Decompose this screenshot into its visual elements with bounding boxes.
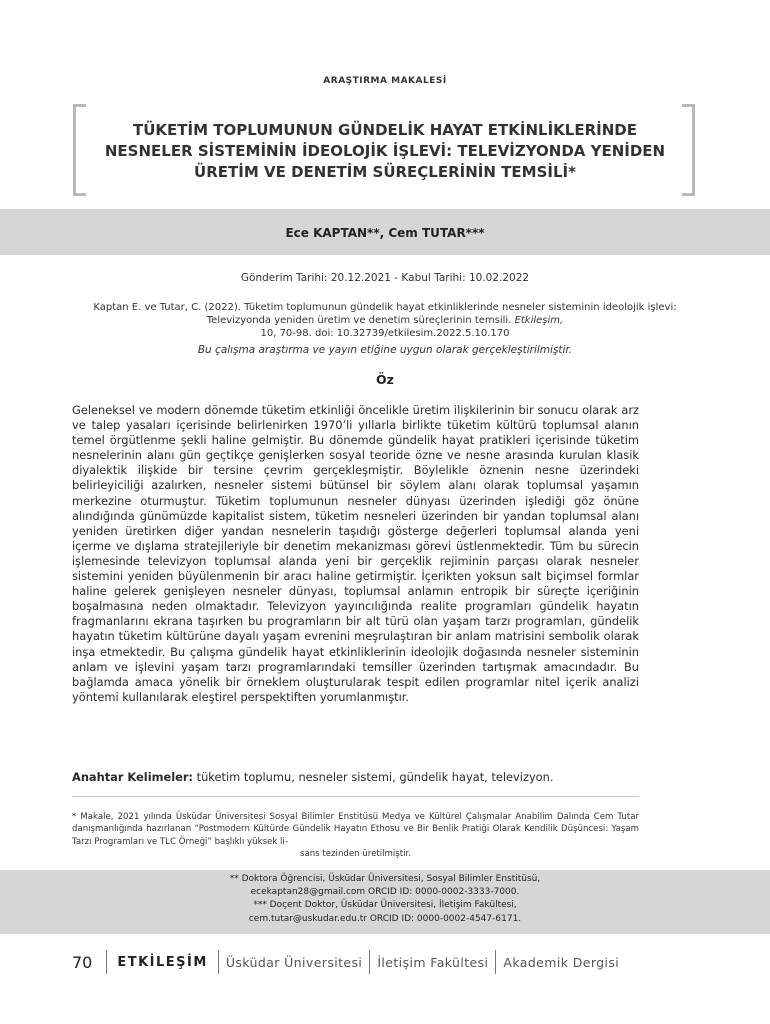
footer-divider bbox=[106, 950, 107, 974]
abstract-body: Geleneksel ve modern dönemde tüketim etkinliği öncelikle üretim ilişkilerinin bir sonucu olarak arz ve talep yasaları içerisinde belirlenirken 1970’li yıllarla birlikte tüketim kültürü toplumsal alanın temel örgütlenme şekli haline gelmiştir. Bu dönemde gündelik hayat pratikleri içerisinde tüketim nesnelerinin alanı gün geçtikçe genişlerken sosyal teoride özne ve nesne arasında kurulan klasik diyalektik ilişkide bir tersine çevrim gerçekleşmiştir. Böylelikle öznenin nesne üzerindeki belirleyiciliği azalırken, nesneler sistemi bütünsel bir söylem alanı olarak toplumsal yaşamın merkezine oturmuştur. Tüketim toplumunun nesneler dünyası üzerinden işlediği göz önüne alındığında günümüzde kapitalist sistem, tüketim nesneleri üzerinden bir yandan toplumsal alanı yeniden üretirken diğer yandan nesnelerin taşıdığı gösterge değerleri toplumsal alanda yeni içerme ve dışlama stratejileriyle bir denetim mekanizması görevi üstlenmektedir. Tüm bu sürecin işlemesinde televizyon toplumsal alanda yeni bir gerçeklik rejiminin parçası olarak nesneler sistemini yeniden büyülenmenin bir aracı haline getirmiştir. İçerikten yoksun salt biçimsel formlar haline gelerek genişleyen nesneler dünyası, toplumsal anlamın entropik bir süreçte içeriğinin boşalmasına neden olmaktadır. Televizyon yayıncılığında realite programları gündelik hayatın fragmanlarını ekrana taşırken bu programların bir alt türü olan yaşam tarzı programları, gündelik hayatın tüketim kültürüne dayalı yaşam evrenini meşrulaştıran bir anlam matrisini sembolik olarak inşa etmektedir. Bu çalışma gündelik hayat etkinliklerinin ideolojik doğasında nesneler sisteminin anlam ve işlevini yaşam tarzı programlarındaki temsiller üzerinden tartışmak amacındadır. Bu bağlamda amaca yönelik bir örneklem oluşturularak tespit edilen programlar nitel içerik analizi yöntemi kullanılarak eleştirel perspektiften yorumlanmıştır. bbox=[72, 403, 639, 704]
keywords-label: Anahtar Kelimeler: bbox=[72, 770, 193, 784]
footer-divider bbox=[218, 950, 219, 974]
title-bracket-left bbox=[73, 104, 86, 196]
citation-journal: Etkileşim, bbox=[514, 315, 564, 326]
keywords-list: tüketim toplumu, nesneler sistemi, gündelik hayat, televizyon. bbox=[193, 770, 554, 784]
ethics-statement: Bu çalışma araştırma ve yayın etiğine uygun olarak gerçekleştirilmiştir. bbox=[197, 344, 573, 356]
affiliation-line: ecekaptan28@gmail.com ORCID ID: 0000-0002-3333-7000. bbox=[250, 887, 520, 898]
footer-divider bbox=[495, 950, 496, 974]
title-bracket-right bbox=[682, 104, 695, 196]
footnote-divider bbox=[72, 796, 639, 797]
page-footer bbox=[72, 950, 622, 974]
affiliation-line: cem.tutar@uskudar.edu.tr ORCID ID: 0000-0002-4547-6171. bbox=[248, 913, 522, 924]
citation-text: Kaptan E. ve Tutar, C. (2022). Tüketim toplumunun gündelik hayat etkinliklerinde nesneler sisteminin ideolojik işlevi: Televizyonda yeniden üretim ve denetim süreçlerinin temsili. bbox=[93, 302, 677, 326]
citation bbox=[70, 301, 700, 340]
affiliations bbox=[0, 873, 770, 926]
abstract-heading: Öz bbox=[376, 372, 394, 387]
journal-type: Akademik Dergisi bbox=[503, 954, 620, 970]
affiliation-line: ** Doktora Öğrencisi, Üsküdar Üniversitesi, Sosyal Bilimler Enstitüsü, bbox=[229, 874, 541, 884]
footnote bbox=[72, 811, 639, 861]
affiliation-line: *** Doçent Doktor, Üsküdar Üniversitesi, İletişim Fakültesi, bbox=[253, 900, 517, 911]
university-name: Üsküdar Üniversitesi bbox=[225, 954, 363, 970]
citation-details: 10, 70-98. doi: 10.32739/etkilesim.2022.5.10.170 bbox=[260, 328, 510, 339]
footer-divider bbox=[369, 950, 370, 974]
faculty-name: İletişim Fakültesi bbox=[377, 954, 489, 970]
page-number: 70 bbox=[72, 952, 93, 972]
footnote-text: * Makale, 2021 yılında Üsküdar Üniversitesi Sosyal Bilimler Enstitüsü Medya ve Kültürel Çalışmalar Anabilim Dalında Cem Tutar danışmanlığında hazırlanan “Postmodern Kültürde Gündelik Hayatın Ethosu ve Bir Benlik Pratiği Olarak Kendilik Düşüncesi: Yaşam Tarzı Programları ve TLC Örneği” başlıklı yüksek li- bbox=[72, 812, 639, 847]
section-label: ARAŞTIRMA MAKALESİ bbox=[323, 76, 447, 86]
authors: Ece KAPTAN**, Cem TUTAR*** bbox=[285, 226, 485, 240]
footnote-end: sans tezinden üretilmiştir. bbox=[299, 849, 411, 860]
submission-dates: Gönderim Tarihi: 20.12.2021 - Kabul Tarihi: 10.02.2022 bbox=[240, 272, 530, 284]
keywords bbox=[72, 770, 672, 784]
article-title: TÜKETİM TOPLUMUNUN GÜNDELİK HAYAT ETKİNLİKLERİNDE NESNELER SİSTEMİNİN İDEOLOJİK İŞLEVİ: TELEVİZYONDA YENİDEN ÜRETİM VE DENETİM SÜREÇLERİNİN TEMSİLİ* bbox=[104, 121, 666, 181]
journal-name: ETKİLEŞİM bbox=[117, 954, 208, 970]
